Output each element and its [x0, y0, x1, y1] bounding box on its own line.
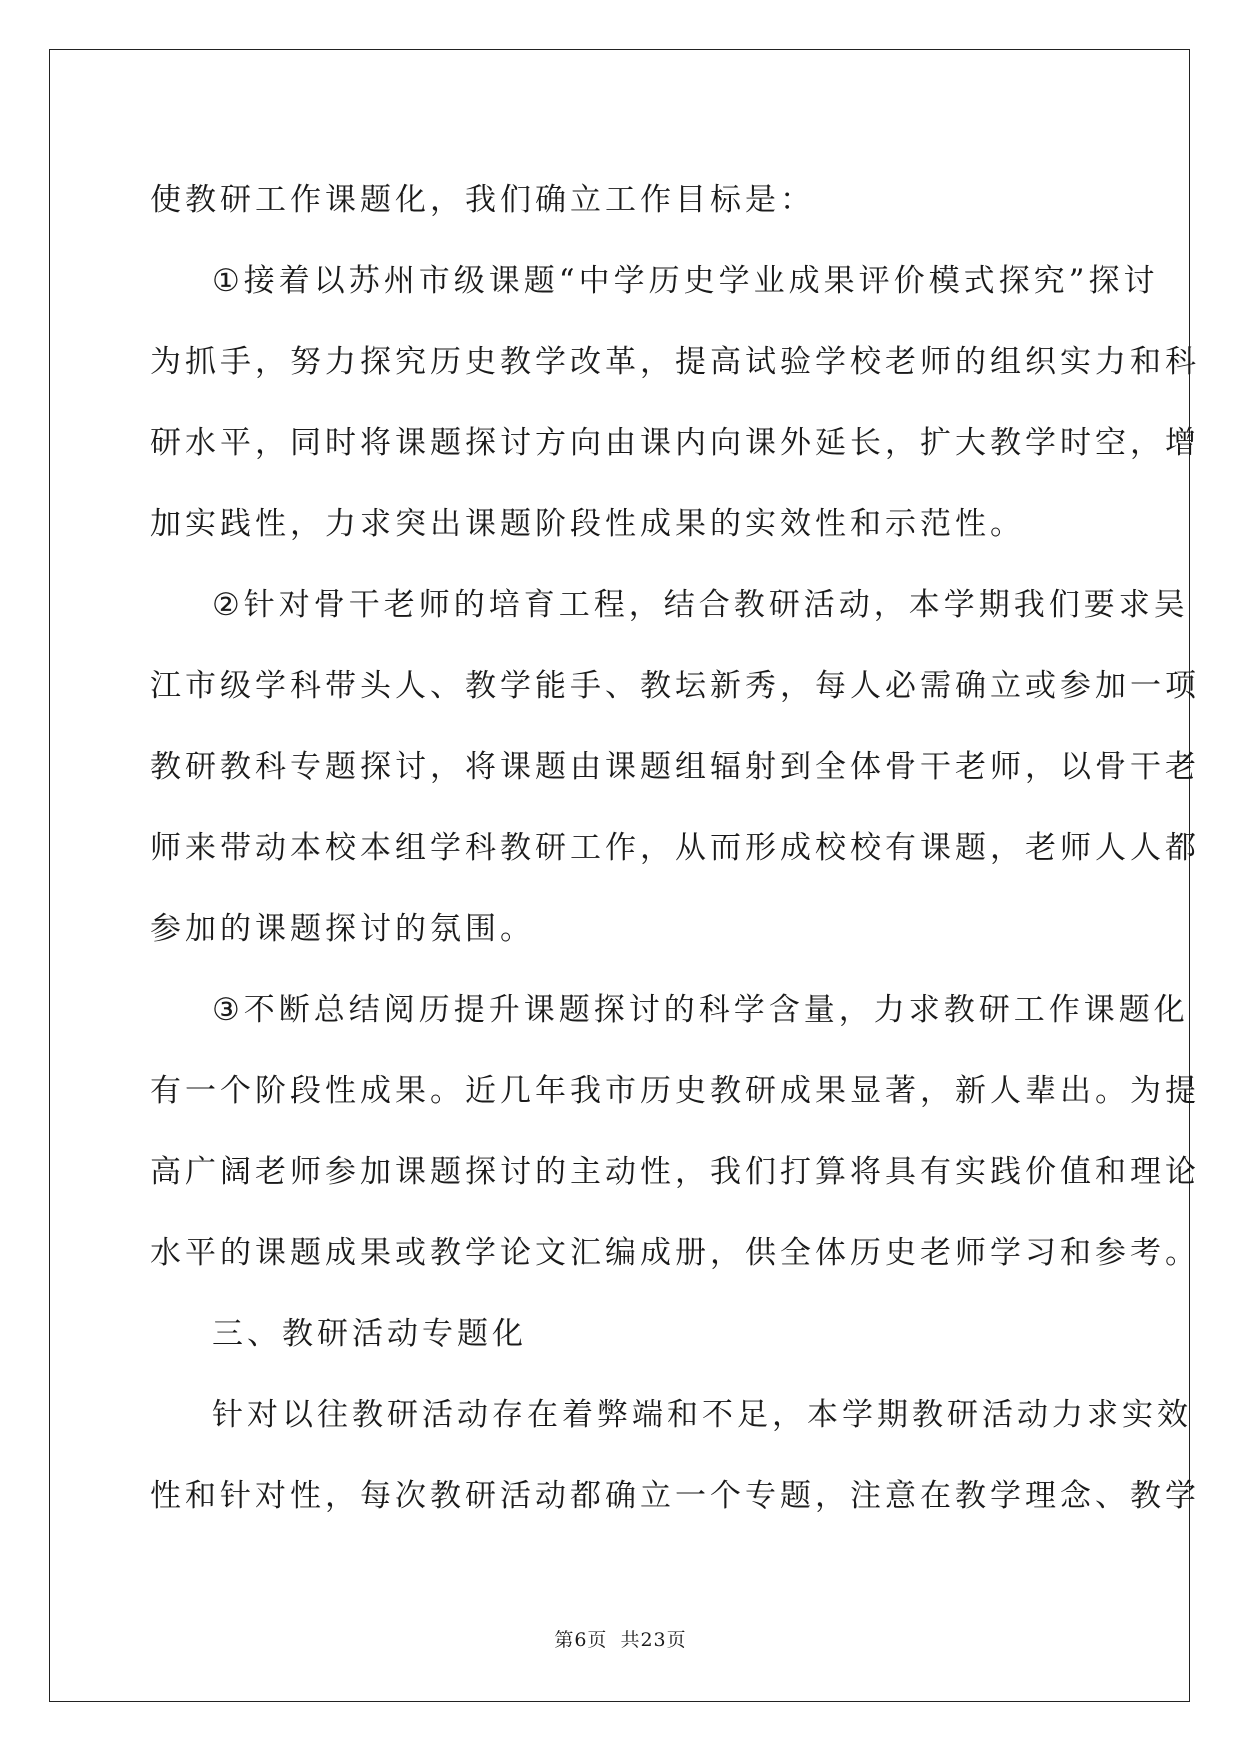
text-line: 三、教研活动专题化	[212, 1316, 527, 1352]
text-line: 为 抓 手 ， 努 力 探 究 历 史 教 学 改 革 ， 提 高 试 验 学 校 老 师 的 组 织 实 力 和 科	[150, 344, 1200, 380]
text-line: 使教研工作课题化，我们确立工作目标是：	[150, 182, 815, 218]
text-line: ① 接 着 以 苏 州 市 级 课 题 “ 中 学 历 史 学 业 成 果 评 价 模 式 探 究 ” 探 讨	[212, 263, 1159, 299]
total-pages-label: 共23页	[620, 1629, 687, 1651]
text-line: 针 对 以 往 教 研 活 动 存 在 着 弊 端 和 不 足 ， 本 学 期 教 研 活 动 力 求 实 效	[212, 1397, 1192, 1433]
text-line: 参加的课题探讨的氛围。	[150, 911, 535, 947]
text-line: 加实践性，力求突出课题阶段性成果的实效性和示范性。	[150, 506, 1025, 542]
text-line: ③ 不 断 总 结 阅 历 提 升 课 题 探 讨 的 科 学 含 量 ， 力 求 教 研 工 作 课 题 化	[212, 992, 1189, 1028]
text-line: 性 和 针 对 性 ， 每 次 教 研 活 动 都 确 立 一 个 专 题 ， 注 意 在 教 学 理 念 、 教 学	[150, 1478, 1200, 1514]
page-footer	[0, 1625, 1241, 1652]
text-line: 水 平 的 课 题 成 果 或 教 学 论 文 汇 编 成 册 ， 供 全 体 历 史 老 师 学 习 和 参 考 。	[150, 1235, 1200, 1271]
document-body	[150, 160, 1200, 1537]
text-line: 师 来 带 动 本 校 本 组 学 科 教 研 工 作 ， 从 而 形 成 校 校 有 课 题 ， 老 师 人 人 都	[150, 830, 1200, 866]
text-line: 教 研 教 科 专 题 探 讨 ， 将 课 题 由 课 题 组 辐 射 到 全 体 骨 干 老 师 ， 以 骨 干 老	[150, 749, 1200, 785]
current-page-label: 第6页	[554, 1629, 608, 1651]
text-line: 有 一 个 阶 段 性 成 果 。 近 几 年 我 市 历 史 教 研 成 果 显 著 ， 新 人 辈 出 。 为 提	[150, 1073, 1200, 1109]
text-line: 研 水 平 ， 同 时 将 课 题 探 讨 方 向 由 课 内 向 课 外 延 长 ， 扩 大 教 学 时 空 ， 增	[150, 425, 1200, 461]
text-line: 高 广 阔 老 师 参 加 课 题 探 讨 的 主 动 性 ， 我 们 打 算 将 具 有 实 践 价 值 和 理 论	[150, 1154, 1200, 1190]
text-line: 江 市 级 学 科 带 头 人 、 教 学 能 手 、 教 坛 新 秀 ， 每 人 必 需 确 立 或 参 加 一 项	[150, 668, 1200, 704]
text-line: ② 针 对 骨 干 老 师 的 培 育 工 程 ， 结 合 教 研 活 动 ， 本 学 期 我 们 要 求 吴	[212, 587, 1189, 623]
